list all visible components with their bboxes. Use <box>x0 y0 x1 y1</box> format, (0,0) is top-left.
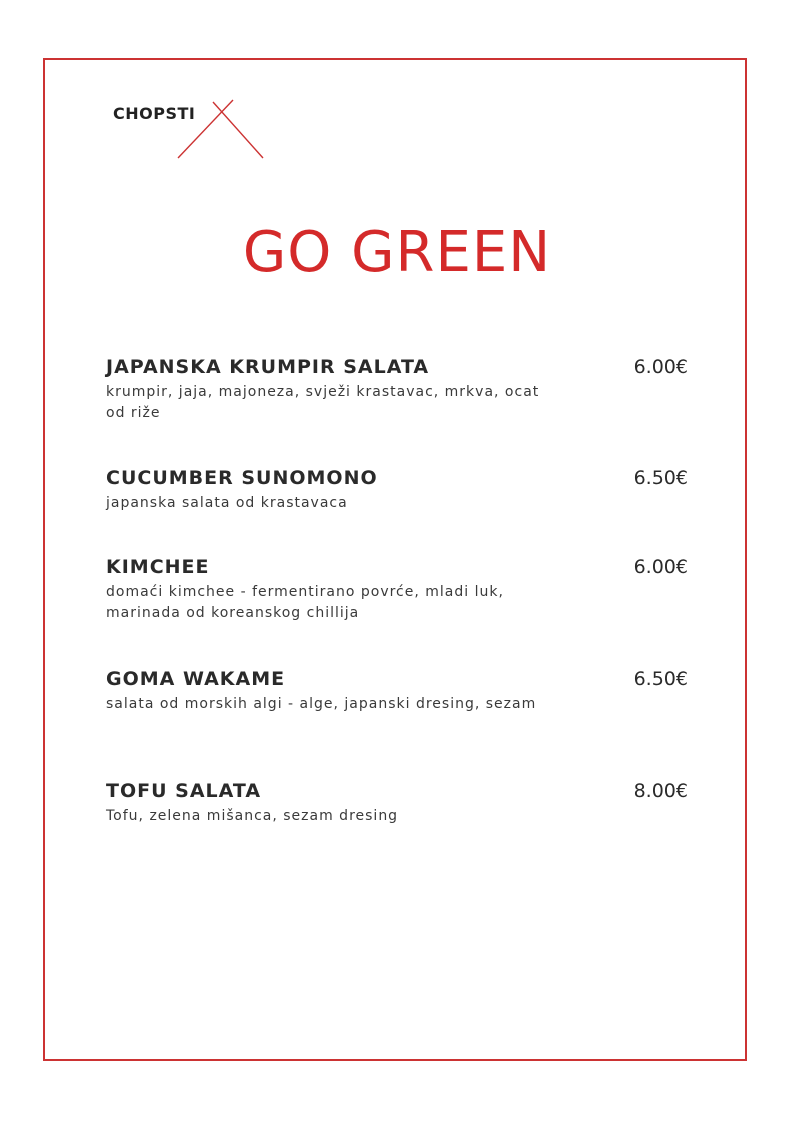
item-price: 6.50€ <box>633 467 688 489</box>
logo <box>113 96 273 166</box>
logo-text: CHOPSTI <box>113 104 196 123</box>
item-price: 8.00€ <box>633 780 688 802</box>
menu-item <box>106 667 688 715</box>
item-description: salata od morskih algi - alge, japanski dresing, sezam <box>106 696 537 712</box>
item-description: krumpir, jaja, majoneza, svježi krastavac, mrkva, ocat od riže <box>106 384 540 421</box>
chopsticks-icon <box>173 96 268 162</box>
item-name: KIMCHEE <box>106 556 210 578</box>
item-price: 6.00€ <box>633 556 688 578</box>
item-description: japanska salata od krastavaca <box>106 495 348 511</box>
item-description: Tofu, zelena mišanca, sezam dresing <box>106 808 399 824</box>
menu-item <box>106 555 688 624</box>
item-name: TOFU SALATA <box>106 780 262 802</box>
item-name: GOMA WAKAME <box>106 668 286 690</box>
menu-item <box>106 779 688 827</box>
menu-item <box>106 466 688 514</box>
item-price: 6.50€ <box>633 668 688 690</box>
item-name: CUCUMBER SUNOMONO <box>106 467 378 489</box>
item-price: 6.00€ <box>633 356 688 378</box>
menu-item <box>106 355 688 424</box>
section-title: GO GREEN <box>242 220 552 285</box>
item-name: JAPANSKA KRUMPIR SALATA <box>106 356 430 378</box>
item-description: domaći kimchee - fermentirano povrće, mladi luk, marinada od koreanskog chillija <box>106 584 504 621</box>
